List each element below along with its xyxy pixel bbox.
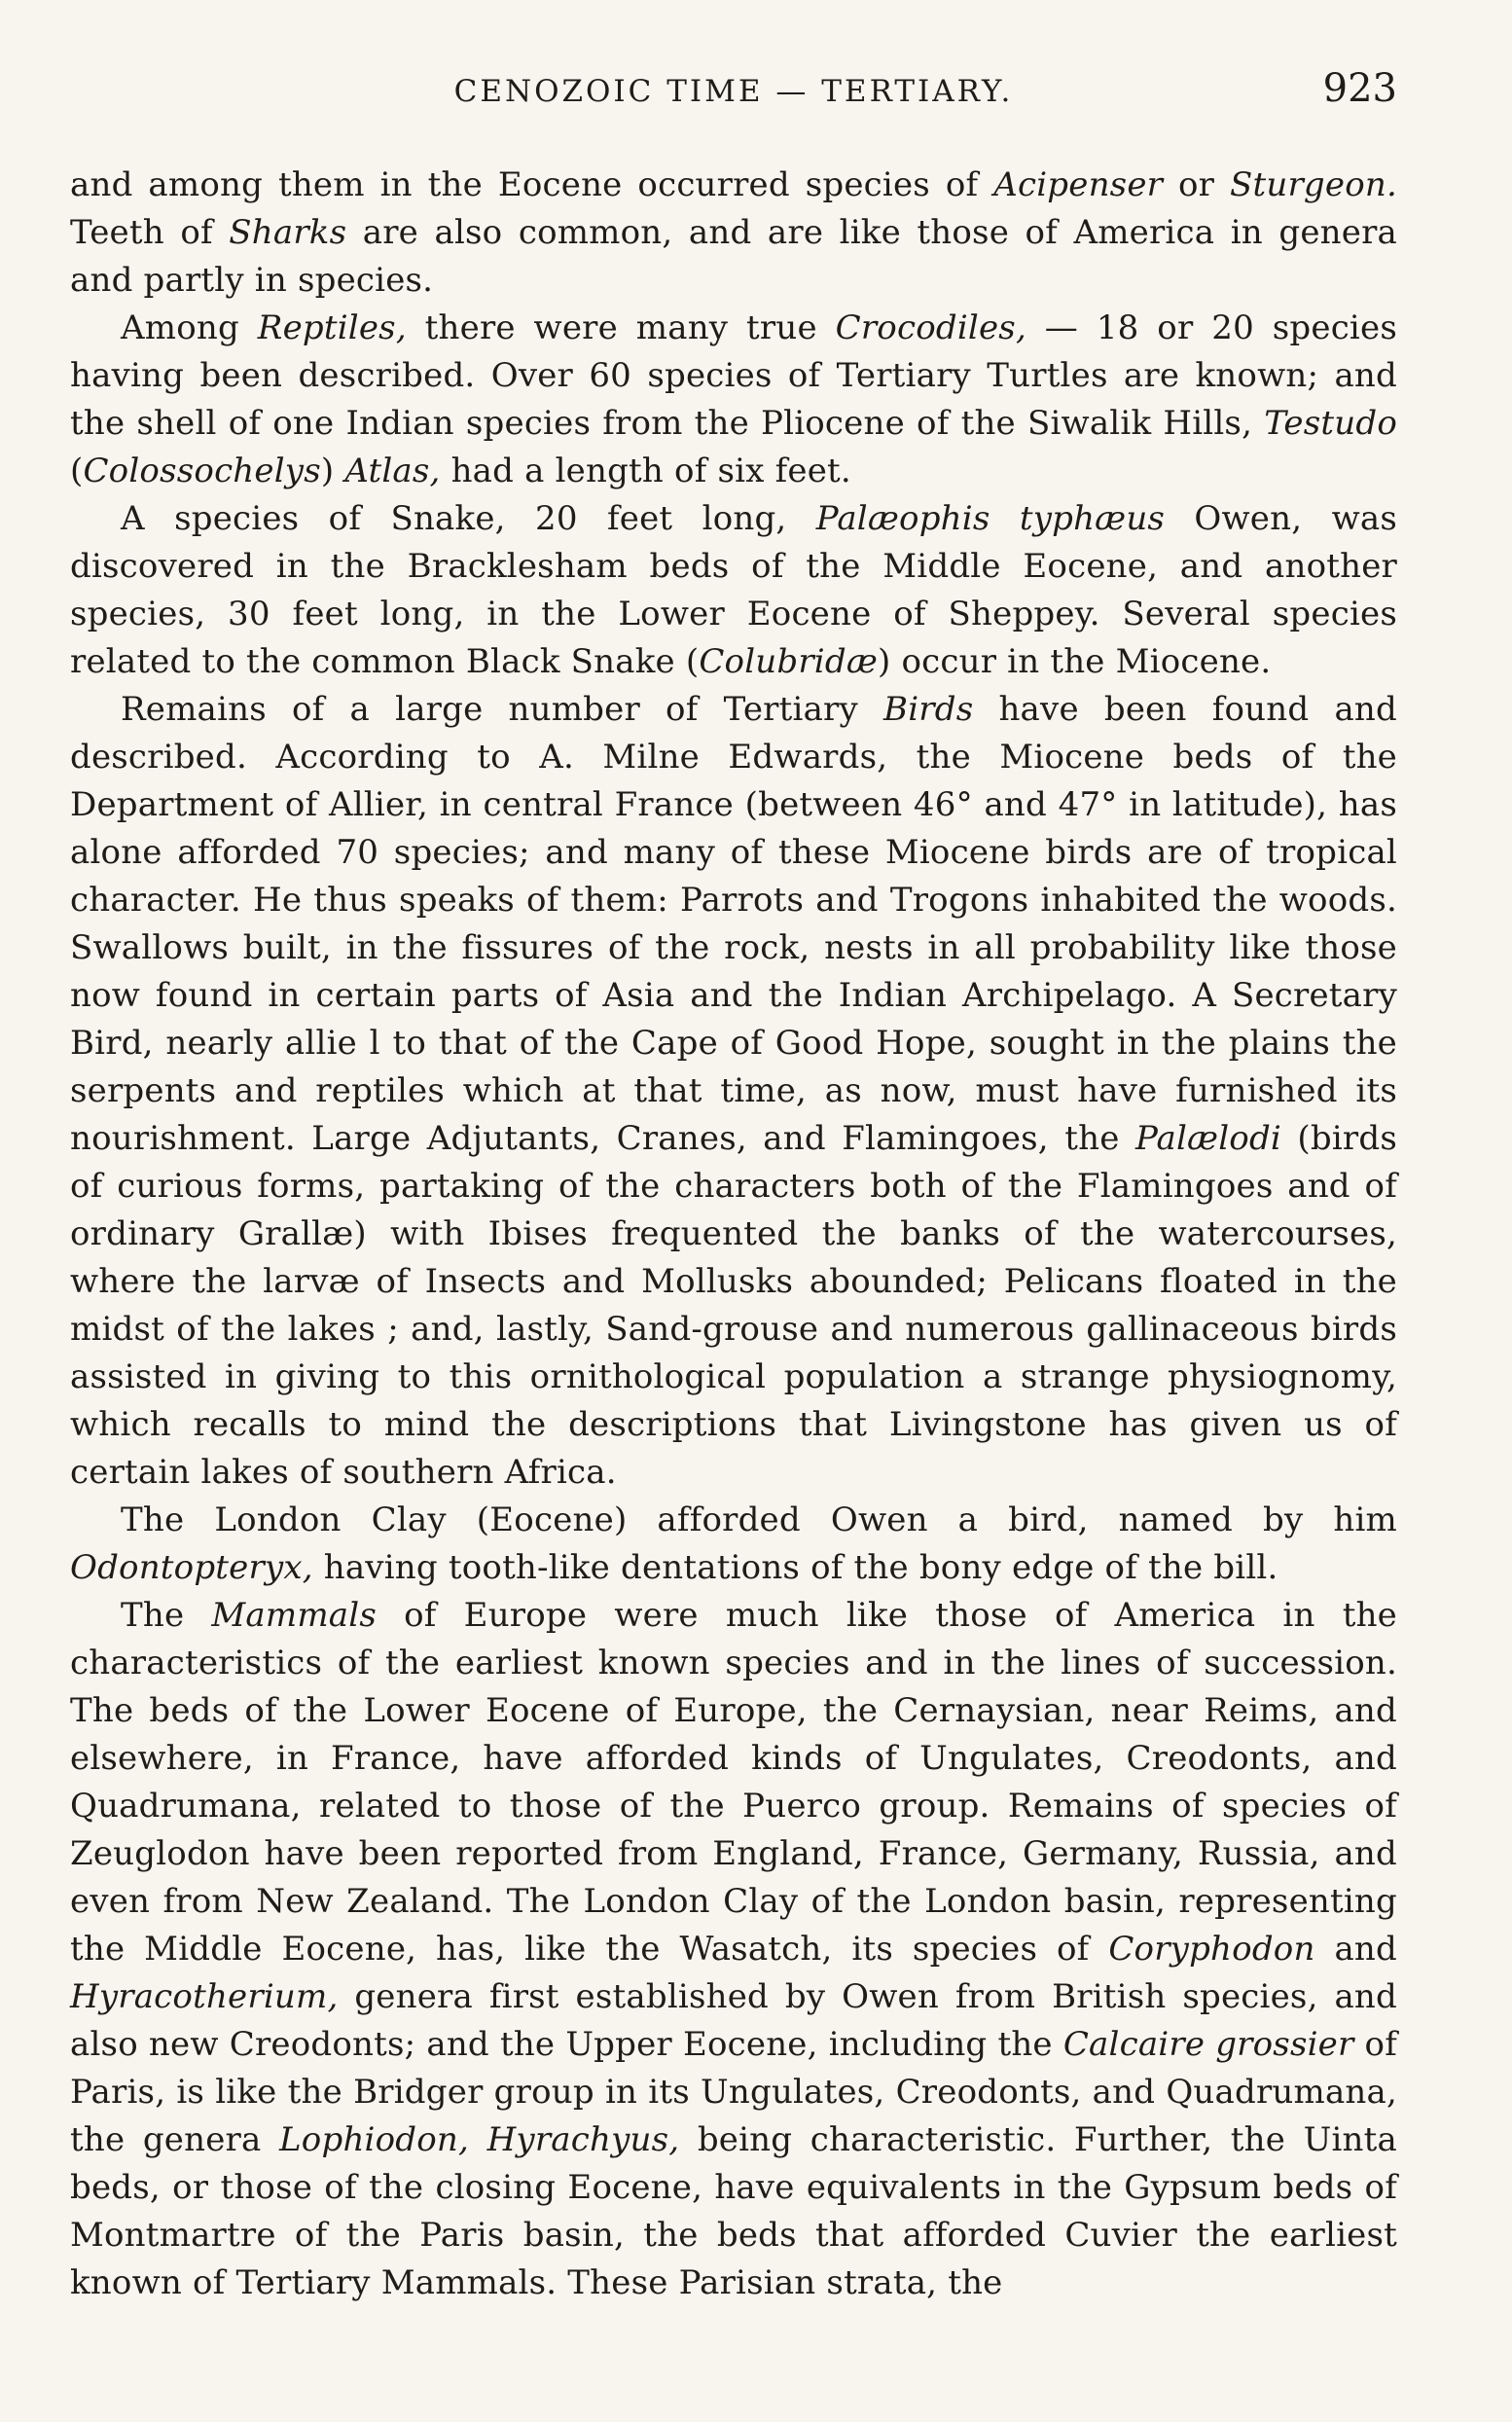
italic-text: Sharks	[229, 213, 347, 252]
text-run: Owen, was discovered in the Bracklesham beds of the Middle Eocene, and another species, 30 feet long, in the Lower Eocene of Sheppey. Several species related to the common Black Snake (	[70, 499, 1397, 681]
text-run: having tooth-like dentations of the bony edge of the bill.	[312, 1548, 1278, 1587]
text-run: being characteristic. Further, the Uinta beds, or those of the closing Eocene, have equivalents in the Gypsum beds of Montmartre of the Paris basin, the beds that afforded Cuvier the earliest known of Tertiary Mammals. These Parisian strata, the	[70, 2120, 1397, 2302]
text-run: had a length of six feet.	[440, 452, 851, 490]
text-run: Among	[121, 308, 258, 347]
text-run: Teeth of	[70, 213, 230, 252]
text-run: and	[1314, 1930, 1397, 1969]
running-title: CENOZOIC TIME — TERTIARY.	[453, 74, 1014, 109]
italic-text: Odontopteryx,	[70, 1548, 313, 1587]
italic-text: Colubridæ	[699, 642, 878, 681]
text-run: of Paris, is like the Bridger group in its Ungulates, Creodonts, and Quadrumana, the genera	[70, 2025, 1397, 2159]
text-run: have been found and described. According to A. Milne Edwards, the Miocene beds of the Department of Allier, in central France (between 46° and 47° in latitude), has alone afforded 70 species; and many of these Miocene birds are of tropical character. He thus speaks of them: Parrots and Trogons inhabited the woods. Swallows built, in the fissures of the rock, nests in all probability like those now found in certain parts of Asia and the Indian Archipelago. A Secretary Bird, nearly allie l to that of the Cape of Good Hope, sought in the plains the serpents and reptiles which at that time, as now, must have furnished its nourishment. Large Adjutants, Cranes, and Flamingoes, the	[70, 690, 1397, 1158]
text-run: genera first established by Owen from British species, and also new Creodonts; and the Upper Eocene, including the	[70, 1977, 1397, 2064]
italic-text: Palæophis typhæus	[815, 499, 1166, 538]
text-run: are also common, and are like those of America in genera and partly in species.	[70, 213, 1397, 300]
text-run: of Europe were much like those of America in the characteristics of the earliest known species and in the lines of succession. The beds of the Lower Eocene of Europe, the Cernaysian, near Reims, and elsewhere, in France, have afforded kinds of Ungulates, Creodonts, and Quadrumana, related to those of the Puerco group. Remains of species of Zeuglodon have been reported from England, France, Germany, Russia, and even from New Zealand. The London Clay of the London basin, representing the Middle Eocene, has, like the Wasatch, its species of	[70, 1596, 1397, 1969]
text-run: )	[320, 452, 345, 490]
italic-text: Sturgeon.	[1230, 165, 1397, 204]
text-run: or	[1163, 165, 1231, 204]
italic-text: Acipenser	[993, 165, 1164, 204]
text-run: The London Clay (Eocene) afforded Owen a bird, named by him	[121, 1500, 1397, 1539]
italic-text: Hyracotherium,	[70, 1977, 339, 2016]
text-run: (	[70, 452, 84, 490]
italic-text: Reptiles,	[257, 308, 407, 347]
page-number: 923	[1322, 66, 1397, 111]
text-run: (birds of curious forms, partaking of the characters both of the Flamingoes and of ordinary Grallæ) with Ibises frequented the banks of the watercourses, where the larvæ of Insects and Mollusks abounded; Pelicans floated in the midst of the lakes ; and, lastly, Sand-grouse and numerous gallinaceous birds assisted in giving to this ornithological population a strange physiognomy, which recalls to mind the descriptions that Livingstone has given us of certain lakes of southern Africa.	[70, 1119, 1397, 1492]
italic-text: Mammals	[211, 1596, 377, 1635]
paragraph	[70, 1592, 1397, 2307]
paragraph	[70, 686, 1397, 1497]
italic-text: Calcaire grossier	[1062, 2025, 1354, 2064]
italic-text: Colossochelys	[83, 452, 321, 490]
italic-text: Coryphodon	[1108, 1930, 1315, 1969]
italic-text: Lophiodon, Hyrachyus,	[279, 2120, 680, 2159]
body-text	[70, 162, 1397, 2307]
text-run: Remains of a large number of Tertiary	[121, 690, 884, 729]
paragraph	[70, 495, 1397, 686]
paragraph	[70, 162, 1397, 305]
paragraph	[70, 305, 1397, 495]
italic-text: Crocodiles,	[835, 308, 1026, 347]
paragraph	[70, 1497, 1397, 1592]
running-head	[70, 66, 1397, 125]
text-run: there were many true	[406, 308, 836, 347]
text-run: The	[121, 1596, 212, 1635]
italic-text: Palælodi	[1134, 1119, 1281, 1158]
text-run: — 18 or 20 species having been described. Over 60 species of Tertiary Turtles are known; and the shell of one Indian species from the Pliocene of the Siwalik Hills,	[70, 308, 1397, 443]
italic-text: Atlas,	[344, 452, 441, 490]
text-run: A species of Snake, 20 feet long,	[121, 499, 816, 538]
italic-text: Birds	[883, 690, 974, 729]
italic-text: Testudo	[1264, 404, 1397, 443]
text-run: ) occur in the Miocene.	[877, 642, 1272, 681]
text-run: and among them in the Eocene occurred species of	[70, 165, 994, 204]
